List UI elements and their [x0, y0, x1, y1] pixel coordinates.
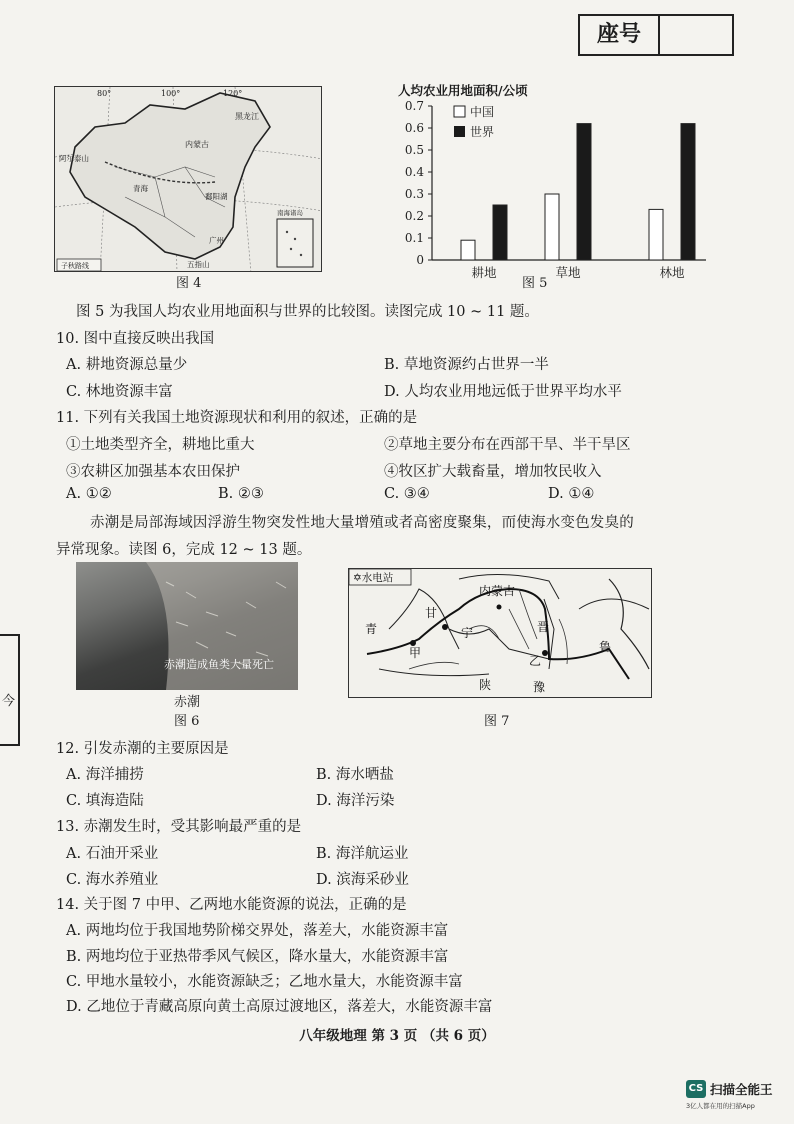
bar-world — [493, 205, 507, 260]
page-footer: 八年级地理 第 3 页 （共 6 页） — [299, 1028, 495, 1044]
map-label: 甲 — [409, 646, 422, 660]
y-tick-label: 0.1 — [404, 231, 424, 245]
q11-option-a: A. ①② — [66, 486, 112, 502]
q14-option-b: B. 两地均位于亚热带季风气候区，降水量大，水能资源丰富 — [66, 949, 449, 965]
binding-mark: 今 — [2, 694, 16, 709]
q12-stem: 12. 引发赤潮的主要原因是 — [56, 741, 229, 757]
map-label: 豫 — [533, 680, 546, 694]
longitude-label: 80° — [97, 89, 112, 98]
map-label: 鲁 — [599, 640, 612, 654]
figure-7-map — [348, 568, 652, 698]
q11-statement-4: ④牧区扩大载畜量，增加牧民收入 — [384, 464, 602, 480]
map-label: 黑龙江 — [235, 112, 259, 121]
map-label: 内蒙古 — [479, 584, 516, 598]
q11-option-b: B. ②③ — [218, 486, 264, 502]
bar-china — [545, 194, 559, 260]
bar-world — [681, 124, 695, 260]
y-tick-label: 0.2 — [404, 209, 424, 223]
chart-title: 人均农业用地面积/公顷 — [398, 83, 528, 98]
intro-12-13-line2: 异常现象。读图 6，完成 12 ~ 13 题。 — [56, 542, 312, 558]
y-tick-label: 0.3 — [404, 187, 424, 201]
q12-option-c: C. 填海造陆 — [66, 793, 144, 809]
y-tick-label: 0.6 — [404, 121, 424, 135]
q14-stem: 14. 关于图 7 中甲、乙两地水能资源的说法，正确的是 — [56, 897, 407, 913]
q10-stem: 10. 图中直接反映出我国 — [56, 331, 215, 347]
q10-option-a: A. 耕地资源总量少 — [66, 357, 188, 373]
map-label: 青 — [365, 622, 378, 636]
q12-option-a: A. 海洋捕捞 — [66, 767, 144, 783]
q13-option-b: B. 海洋航运业 — [316, 846, 409, 862]
y-tick-label: 0.4 — [404, 165, 424, 179]
q11-statement-3: ③农耕区加强基本农田保护 — [66, 464, 240, 480]
red-tide-photo-svg — [76, 562, 298, 690]
bar-china — [649, 209, 663, 260]
longitude-label: 100° — [161, 89, 181, 98]
map-label: 南海诸岛 — [277, 209, 303, 217]
bar-world — [577, 124, 591, 260]
map-label: 乙 — [529, 654, 542, 668]
map-legend-hydropower: ✡水电站 — [353, 572, 394, 584]
bar-china — [461, 240, 475, 260]
y-tick-label: 0.7 — [404, 99, 424, 113]
china-map-svg — [55, 87, 322, 272]
legend-swatch-world — [454, 126, 465, 137]
map-label: 阿尔泰山 — [59, 154, 89, 163]
y-tick-label: 0 — [416, 253, 424, 267]
figure-6-photo — [76, 562, 298, 690]
map-label: 青海 — [133, 184, 148, 193]
intro-10-11: 图 5 为我国人均农业用地面积与世界的比较图。读图完成 10 ~ 11 题。 — [76, 304, 539, 320]
scanner-name: 扫描全能王 — [710, 1082, 773, 1097]
seat-number-box — [578, 14, 734, 56]
q10-option-d: D. 人均农业用地远低于世界平均水平 — [384, 384, 622, 400]
x-tick-label: 耕地 — [471, 265, 497, 280]
map-label: 晋 — [537, 620, 550, 634]
legend-label-china: 中国 — [470, 105, 495, 119]
yellow-river-line — [367, 589, 629, 679]
intro-12-13-line1: 赤潮是局部海域因浮游生物突发性地大量增殖或者高密度聚集，而使海水变色发臭的 — [90, 515, 634, 531]
q14-option-c: C. 甲地水量较小，水能资源缺乏；乙地水量大，水能资源丰富 — [66, 974, 463, 990]
q11-option-c: C. ③④ — [384, 486, 430, 502]
scanner-tagline: 3亿人都在用的扫描App — [686, 1102, 755, 1110]
seat-label: 座号 — [580, 16, 660, 54]
figure-7-caption: 图 7 — [484, 714, 510, 729]
q11-option-d: D. ①④ — [548, 486, 595, 502]
x-tick-label: 林地 — [659, 265, 685, 280]
figure-4-map — [54, 86, 322, 272]
map-label: 宁 — [461, 626, 474, 640]
map-label: 五指山 — [187, 260, 210, 269]
map-label: 陕 — [479, 678, 492, 692]
figure-5-caption: 图 5 — [522, 276, 548, 291]
q11-statement-1: ①土地类型齐全，耕地比重大 — [66, 437, 255, 453]
yellow-river-map-svg — [349, 569, 652, 698]
q13-option-d: D. 滨海采砂业 — [316, 872, 409, 888]
figure-4-caption: 图 4 — [176, 276, 202, 291]
q13-option-c: C. 海水养殖业 — [66, 872, 159, 888]
map-label: 广州 — [209, 236, 224, 245]
scanner-logo: CS — [686, 1080, 706, 1098]
q10-option-c: C. 林地资源丰富 — [66, 384, 173, 400]
q14-option-a: A. 两地均位于我国地势阶梯交界处，落差大，水能资源丰富 — [66, 923, 449, 939]
figure-6-subtitle: 赤潮 — [174, 695, 201, 710]
q11-stem: 11. 下列有关我国土地资源现状和利用的叙述，正确的是 — [56, 410, 418, 426]
longitude-label: 120° — [223, 89, 243, 98]
figure-5-chart — [392, 98, 712, 282]
q11-statement-2: ②草地主要分布在西部干旱、半干旱区 — [384, 437, 631, 453]
map-label: 甘 — [425, 606, 438, 620]
q14-option-d: D. 乙地位于青藏高原向黄土高原过渡地区，落差大，水能资源丰富 — [66, 999, 493, 1015]
map-label: 内蒙古 — [185, 140, 209, 149]
map-label: 鄱阳湖 — [205, 192, 228, 201]
legend-label-world: 世界 — [470, 125, 495, 139]
q12-option-d: D. 海洋污染 — [316, 793, 395, 809]
map-label: 子秋路线 — [61, 262, 89, 270]
y-tick-label: 0.5 — [404, 143, 424, 157]
q13-option-a: A. 石油开采业 — [66, 846, 159, 862]
legend-swatch-china — [454, 106, 465, 117]
q13-stem: 13. 赤潮发生时，受其影响最严重的是 — [56, 819, 302, 835]
q12-option-b: B. 海水晒盐 — [316, 767, 394, 783]
figure-6-caption: 图 6 — [174, 714, 200, 729]
q10-option-b: B. 草地资源约占世界一半 — [384, 357, 549, 373]
x-tick-label: 草地 — [555, 265, 581, 280]
photo-overlay-text: 赤潮造成鱼类大量死亡 — [164, 658, 274, 671]
